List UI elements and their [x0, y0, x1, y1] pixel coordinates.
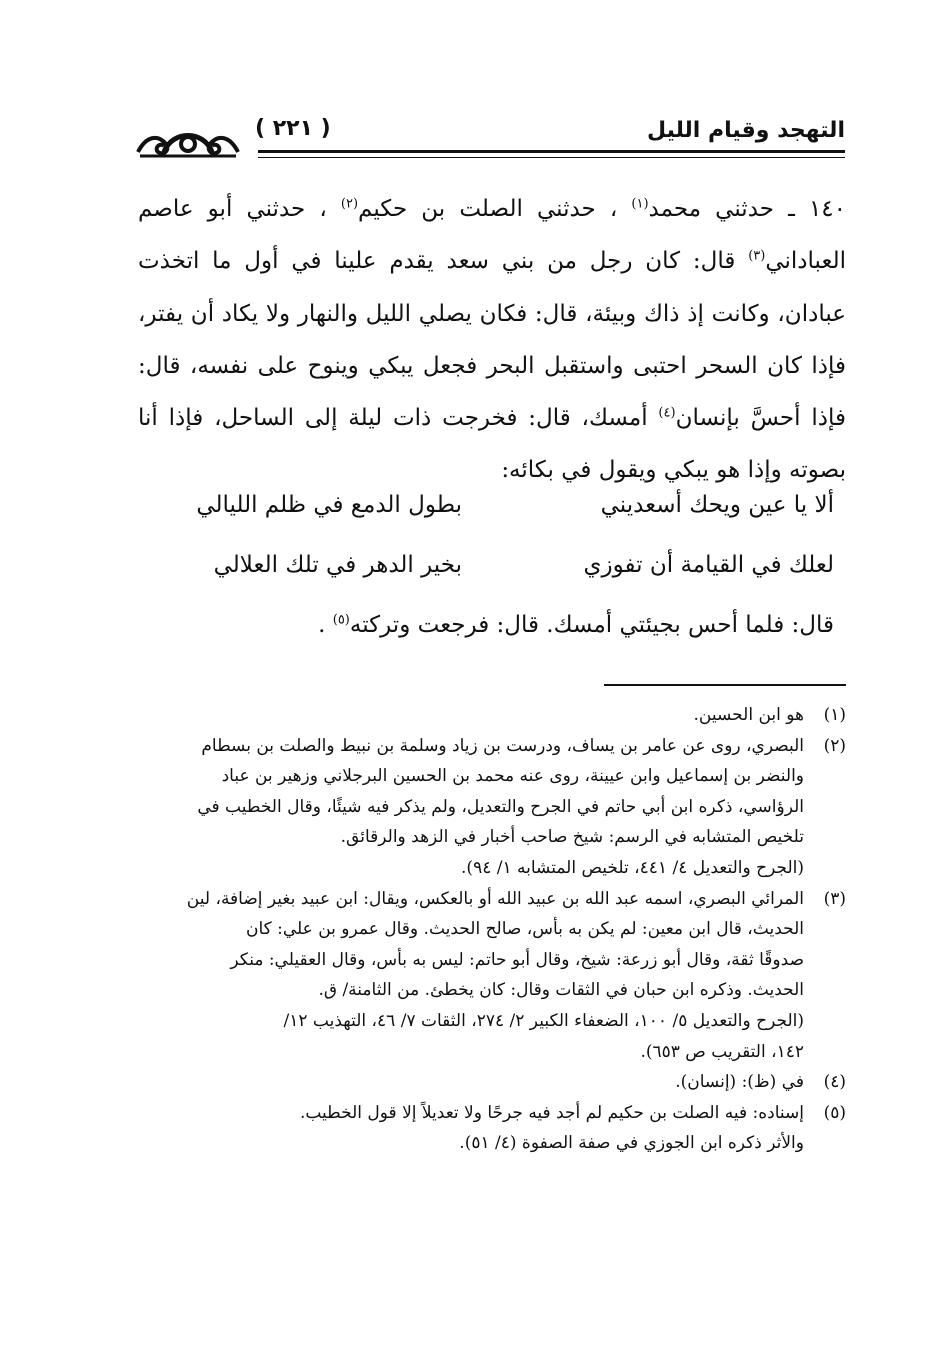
poem-hemistich-right: ألا يا عين ويحك أسعديني [600, 492, 834, 518]
footnote-number: (٥) [823, 1102, 846, 1123]
footnote-line: في (ظ): (إنسان). [675, 1072, 804, 1093]
footnote-line: الحديث. وذكره ابن حبان في الثقات وقال: كان يخطئ. من الثامنة/ ق. [318, 980, 804, 1001]
footnote-4 [138, 1067, 846, 1098]
poem-verse-2 [150, 552, 846, 610]
poem-hemistich-right: لعلك في القيامة أن تفوزي [583, 552, 834, 578]
footnote-ref: (٤) [658, 405, 676, 421]
ornament-icon [134, 122, 242, 162]
footnote-line: الحديث، قال ابن معين: لم يكن به بأس، صالح الحديث. وقال عمرو بن علي: كان [246, 919, 804, 940]
poem-hemistich-left: بطول الدمع في ظلم الليالي [196, 492, 462, 518]
poem-verse-1 [150, 492, 846, 550]
footnote-5 [138, 1098, 846, 1159]
footnote-2 [138, 731, 846, 884]
footnote-number: (١) [823, 705, 846, 725]
header-rule-thick [258, 150, 845, 153]
text-segment: قال: كان رجل من بني سعد يقدم علينا في أول ما اتخذت عبادان، وكانت إذ ذاك وبيئة، قال: فكان يصلي الليل والنهار ولا يكاد أن يفتر، فإذا كان السحر احتبى واستقبل البحر فجعل يبكي وينوح على نفسه، قال: فإذا أحسَّ بإنسان [138, 248, 847, 432]
footnote-ref: (١) [631, 196, 649, 212]
footnote-line: والنضر بن إسماعيل وابن عيينة، روى عنه محمد بن الحسين البرجلاني وزهير بن عباد [221, 766, 804, 787]
poem-hemistich-left: بخير الدهر في تلك العلالي [213, 552, 462, 578]
footnote-number: (٣) [823, 888, 846, 909]
hadith-paragraph [138, 183, 846, 497]
footnote-ref: (٣) [748, 248, 766, 264]
footnote-line: تلخيص المتشابه في الرسم: شيخ صاحب أخبار في الزهد والرقائق. [340, 827, 804, 848]
closing-line [150, 612, 846, 638]
footnote-separator [604, 684, 846, 686]
footnote-3 [138, 884, 846, 1068]
text-segment: . [318, 612, 326, 638]
footnote-line: ١٤٢، التقريب ص ٦٥٣). [640, 1041, 804, 1062]
page-number: ( ٢٢١ ) [255, 116, 331, 141]
footnote-1 [138, 700, 846, 731]
footnote-line: هو ابن الحسين. [693, 705, 804, 725]
footnote-line: والأثر ذكره ابن الجوزي في صفة الصفوة (٤/ ٥١). [459, 1133, 804, 1154]
footnote-line: الرؤاسي، ذكره ابن أبي حاتم في الجرح والتعديل، ولم يذكر فيه شيئًا، وقال الخطيب في [197, 796, 804, 817]
text-segment: ، حدثني أبو عاصم العباداني [138, 196, 846, 275]
footnote-number: (٢) [823, 735, 846, 756]
footnote-ref: (٥) [332, 612, 350, 628]
footnote-line: المرائي البصري، اسمه عبد الله بن عبيد الله أو بالعكس، ويقال: ابن عبيد بغير إضافة، لين [186, 888, 804, 909]
text-segment: قال: فلما أحس بجيئتي أمسك. قال: فرجعت وتركته [349, 612, 834, 638]
footnote-line: (الجرح والتعديل ٥/ ١٠٠، الضعفاء الكبير ٢/ ٢٧٤، الثقات ٧/ ٤٦، التهذيب ١٢/ [283, 1010, 804, 1031]
footnote-ref: (٢) [340, 196, 359, 212]
text-segment: ١٤٠ ـ حدثني محمد [648, 196, 846, 222]
text-segment: ، حدثني الصلت بن حكيم [358, 196, 618, 222]
text-segment: أمسك، قال: فخرجت ذات ليلة إلى الساحل، فإذا أنا بصوته وإذا هو يبكي ويقول في بكائه: [138, 405, 846, 484]
footnote-number: (٤) [823, 1072, 846, 1093]
footnote-line: إسناده: فيه الصلت بن حكيم لم أجد فيه جرحًا ولا تعديلاً إلا قول الخطيب. [299, 1102, 804, 1123]
main-text [138, 183, 846, 497]
header-rule-thin [258, 157, 845, 158]
footnote-line: البصري، روى عن عامر بن يساف، ودرست بن زياد وسلمة بن نبيط والصلت بن بسطام [201, 735, 804, 756]
footnotes [138, 700, 846, 1159]
running-header-title: التهجد وقيام الليل [646, 118, 845, 143]
footnote-line: (الجرح والتعديل ٤/ ٤٤١، تلخيص المتشابه ١/ ٩٤). [461, 857, 804, 878]
footnote-line: صدوقًا ثقة، وقال أبو زرعة: شيخ، وقال أبو حاتم: ليس به بأس، وقال العقيلي: منكر [230, 949, 804, 970]
